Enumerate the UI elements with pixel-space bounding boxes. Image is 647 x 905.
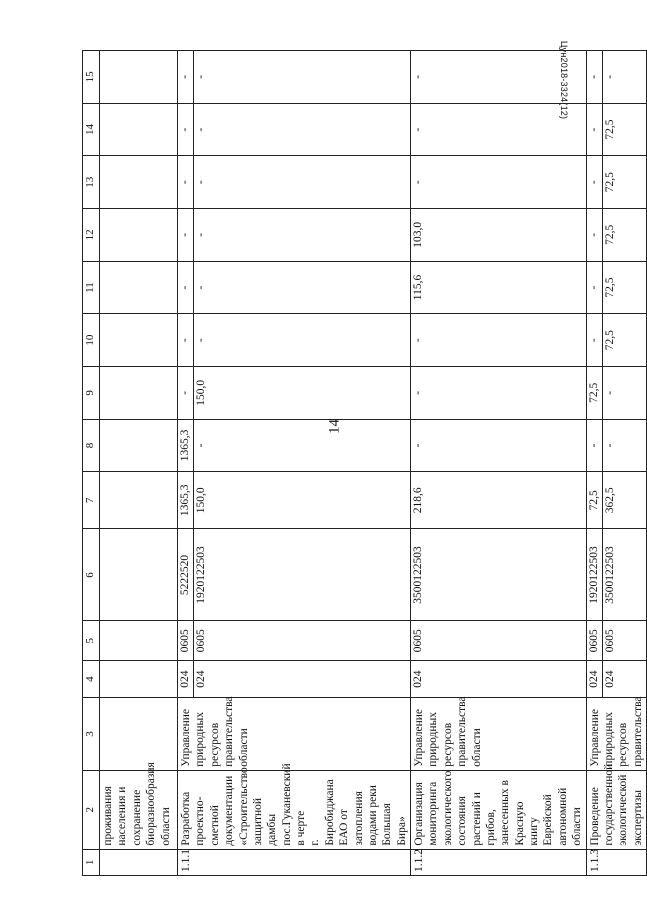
column-header-13: 13 (83, 156, 100, 209)
budget-table (82, 50, 647, 876)
cell-c14 (586, 103, 647, 156)
cell-c14 (100, 103, 178, 156)
cell-value: 5222520 (178, 529, 194, 620)
cell-value: - (195, 338, 207, 343)
cell-value: - (195, 443, 207, 448)
column-header-10: 10 (83, 314, 100, 367)
cell-value: - (587, 156, 603, 208)
column-header-4: 4 (83, 660, 100, 697)
table-row (178, 51, 411, 876)
cell-c12 (100, 209, 178, 262)
cell-c8 (100, 419, 178, 472)
cell-c15 (586, 51, 647, 104)
cell-value: 72,5 (603, 277, 616, 298)
cell-name: Организация мониторинга экологического состояния растений и грибов, занесенных в Красную книгу Еврейской автономной области (411, 770, 587, 849)
cell-c12 (411, 209, 587, 262)
cell-value: - (178, 262, 194, 314)
column-header-3: 3 (83, 698, 100, 770)
cell-value: - (195, 285, 207, 290)
cell-c14 (411, 103, 587, 156)
cell-value: 3500122503 (412, 546, 424, 604)
cell-c11 (178, 261, 411, 314)
column-header-11: 11 (83, 261, 100, 314)
cell-value: 024 (195, 670, 207, 688)
cell-value: 150,0 (195, 379, 207, 406)
cell-c9 (100, 367, 178, 420)
cell-value: - (412, 338, 424, 343)
cell-value: 362,5 (603, 487, 616, 514)
cell-c13 (178, 156, 411, 209)
cell-exec: Управление природных ресурсов правительства области (411, 698, 587, 770)
cell-value: 72,5 (603, 224, 616, 245)
cell-value: - (195, 232, 207, 237)
cell-num: 1.1.1 (178, 849, 411, 875)
cell-value: - (195, 180, 207, 185)
table-row (411, 51, 587, 876)
cell-c6 (411, 529, 587, 621)
column-header-9: 9 (83, 367, 100, 420)
cell-value: 024 (603, 670, 616, 688)
cell-value: - (178, 314, 194, 366)
cell-c10 (586, 314, 647, 367)
cell-value: - (587, 420, 603, 472)
cell-value: 72,5 (603, 330, 616, 351)
cell-c15 (178, 51, 411, 104)
cell-c5 (178, 621, 411, 660)
cell-value: 115,6 (412, 274, 424, 301)
column-header-7: 7 (83, 472, 100, 529)
cell-value: - (587, 262, 603, 314)
cell-value: 218,6 (412, 487, 424, 514)
cell-value: - (178, 367, 194, 419)
cell-value: 1920122503 (587, 529, 603, 620)
column-header-5: 5 (83, 621, 100, 660)
cell-c4 (178, 660, 411, 697)
cell-value: - (412, 180, 424, 185)
cell-value: - (603, 443, 616, 448)
cell-c11 (586, 261, 647, 314)
cell-c6 (100, 529, 178, 621)
cell-value: 0605 (603, 629, 616, 653)
cell-name: Разработка проектно- сметной документации «Строительство защитной дамбы пос.Гуканевский в черте г. Биробиджана ЕАО от затопления водами реки Большая Бира» (178, 770, 411, 849)
cell-exec: Управление природных ресурсов правительства области (178, 698, 411, 770)
cell-c11 (100, 261, 178, 314)
cell-value: 0605 (178, 622, 194, 660)
cell-c5 (586, 621, 647, 660)
cell-c13 (100, 156, 178, 209)
cell-value: - (603, 390, 616, 395)
cell-c8 (586, 419, 647, 472)
column-header-14: 14 (83, 103, 100, 156)
column-header-1: 1 (83, 849, 100, 875)
cell-c13 (586, 156, 647, 209)
cell-name: проживания населения и сохранение биоразнообразия области (100, 770, 178, 849)
cell-value: 024 (587, 661, 603, 697)
cell-value: - (412, 443, 424, 448)
cell-c14 (178, 103, 411, 156)
cell-value: 72,5 (587, 472, 603, 528)
cell-c13 (411, 156, 587, 209)
cell-c8 (411, 419, 587, 472)
cell-name: Проведение государственной экологической экспертизы (586, 770, 647, 849)
cell-exec (100, 698, 178, 770)
cell-value: - (195, 127, 207, 132)
column-header-2: 2 (83, 770, 100, 849)
cell-exec: Управление природных ресурсов правительства (586, 698, 647, 770)
cell-c9 (411, 367, 587, 420)
stamp-text: Цун2018-3324(12) (559, 40, 570, 120)
cell-value: 3500122503 (603, 546, 616, 604)
cell-value: - (178, 104, 194, 156)
cell-c6 (178, 529, 411, 621)
cell-value: 72,5 (603, 119, 616, 140)
cell-value: - (412, 127, 424, 132)
cell-c15 (411, 51, 587, 104)
page-number: 14 (326, 419, 343, 434)
cell-value: - (412, 390, 424, 395)
column-header-6: 6 (83, 529, 100, 621)
cell-c5 (411, 621, 587, 660)
cell-c10 (178, 314, 411, 367)
cell-c11 (411, 261, 587, 314)
cell-c7 (100, 472, 178, 529)
cell-c4 (586, 660, 647, 697)
cell-value: 024 (412, 670, 424, 688)
cell-c15 (100, 51, 178, 104)
cell-value: 1365,3 (178, 472, 194, 528)
cell-c7 (178, 472, 411, 529)
cell-num: 1.1.2 (411, 849, 587, 875)
header-row (83, 51, 100, 876)
cell-value: - (603, 74, 616, 79)
cell-c4 (411, 660, 587, 697)
cell-c12 (586, 209, 647, 262)
cell-value: 0605 (587, 622, 603, 660)
cell-value: - (587, 314, 603, 366)
cell-c4 (100, 660, 178, 697)
cell-value: - (195, 74, 207, 79)
table-row (100, 51, 178, 876)
cell-value: - (178, 51, 194, 103)
cell-c10 (411, 314, 587, 367)
cell-c7 (411, 472, 587, 529)
cell-value: 0605 (195, 629, 207, 653)
cell-value: 1920122503 (195, 546, 207, 604)
cell-c6 (586, 529, 647, 621)
cell-c9 (586, 367, 647, 420)
cell-value: - (178, 209, 194, 261)
cell-c7 (586, 472, 647, 529)
cell-value: 103,0 (412, 221, 424, 248)
cell-value: 72,5 (603, 172, 616, 193)
cell-value: 1365,3 (178, 420, 194, 472)
cell-c8 (178, 419, 411, 472)
cell-value: 0605 (412, 629, 424, 653)
table-row (586, 51, 647, 876)
cell-c10 (100, 314, 178, 367)
cell-value: - (178, 156, 194, 208)
cell-c12 (178, 209, 411, 262)
cell-value: - (587, 209, 603, 261)
column-header-8: 8 (83, 419, 100, 472)
cell-value: - (587, 104, 603, 156)
column-header-15: 15 (83, 51, 100, 104)
cell-value: 150,0 (195, 487, 207, 514)
cell-c9 (178, 367, 411, 420)
cell-value: 024 (178, 661, 194, 697)
cell-c5 (100, 621, 178, 660)
cell-value: 72,5 (587, 367, 603, 419)
cell-value: - (412, 74, 424, 79)
cell-num (100, 849, 178, 875)
cell-value: - (587, 51, 603, 103)
cell-num: 1.1.3 (586, 849, 647, 875)
column-header-12: 12 (83, 209, 100, 262)
